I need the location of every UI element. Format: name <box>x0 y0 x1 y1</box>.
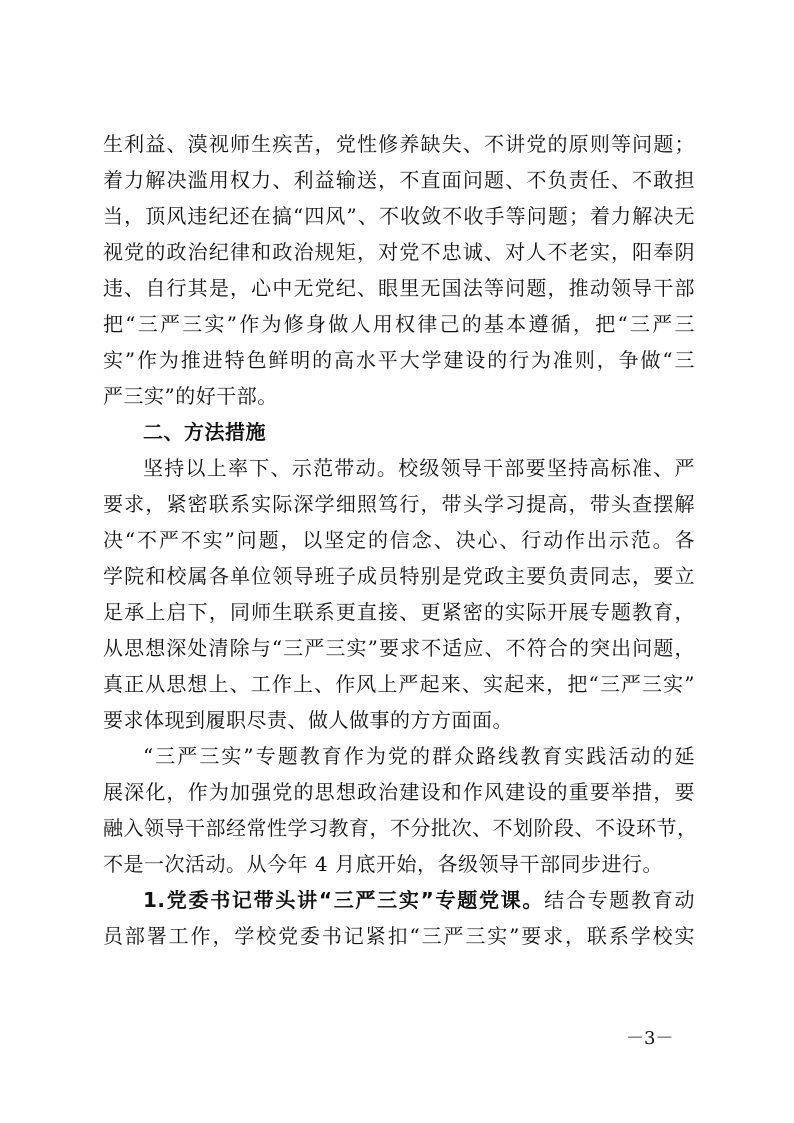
text-line: 足承上启下，同师生联系更直接、更紧密的实际开展专题教育， <box>103 600 695 624</box>
item-text: 结合专题教育动 <box>544 888 695 912</box>
text-line: 从思想深处清除与“三严三实”要求不适应、不符合的突出问题， <box>103 636 695 660</box>
text-line: 不是一次活动。从今年 4 月底开始，各级领导干部同步进行。 <box>103 852 663 876</box>
text-line: 融入领导干部经常性学习教育，不分批次、不划阶段、不设环节， <box>103 816 698 840</box>
item-heading: 1.党委书记带头讲“三严三实”专题党课。 <box>143 888 545 912</box>
text-line: 把“三严三实”作为修身做人用权律己的基本遵循，把“三严三 <box>103 312 695 336</box>
text-line: 员部署工作，学校党委书记紧扣“三严三实”要求，联系学校实 <box>103 924 695 948</box>
text-line: 展深化，作为加强党的思想政治建设和作风建设的重要举措，要 <box>103 780 695 804</box>
body-text <box>103 126 698 954</box>
section-heading: 二、方法措施 <box>143 420 266 444</box>
text-line: 违、自行其是，心中无党纪、眼里无国法等问题，推动领导干部 <box>103 276 695 300</box>
text-line: 学院和校属各单位领导班子成员特别是党政主要负责同志，要立 <box>103 564 695 588</box>
paragraph-start-line: 坚持以上率下、示范带动。校级领导干部要坚持高标准、严 <box>143 456 695 480</box>
text-line: 决“不严不实”问题，以坚定的信念、决心、行动作出示范。各 <box>103 528 695 552</box>
text-line: 要求体现到履职尽责、做人做事的方方面面。 <box>103 708 513 732</box>
text-line: 生利益、漠视师生疾苦，党性修养缺失、不讲党的原则等问题； <box>103 132 695 156</box>
text-line: 着力解决滥用权力、利益输送，不直面问题、不负责任、不敢担 <box>103 168 695 192</box>
text-line: 严三实”的好干部。 <box>103 384 278 408</box>
text-line: 当，顶风违纪还在搞“四风”、不收敛不收手等问题；着力解决无 <box>103 204 695 228</box>
text-line: 视党的政治纪律和政治规矩，对党不忠诚、对人不老实，阳奉阴 <box>103 240 695 264</box>
text-line: 要求，紧密联系实际深学细照笃行，带头学习提高，带头查摆解 <box>103 492 695 516</box>
paragraph-start-line: “三严三实”专题教育作为党的群众路线教育实践活动的延 <box>143 744 695 768</box>
text-line: 真正从思想上、工作上、作风上严起来、实起来，把“三严三实” <box>103 672 695 696</box>
numbered-item-line <box>103 882 695 918</box>
text-line: 实”作为推进特色鲜明的高水平大学建设的行为准则，争做“三 <box>103 348 695 372</box>
page-number: －3－ <box>626 1028 674 1049</box>
